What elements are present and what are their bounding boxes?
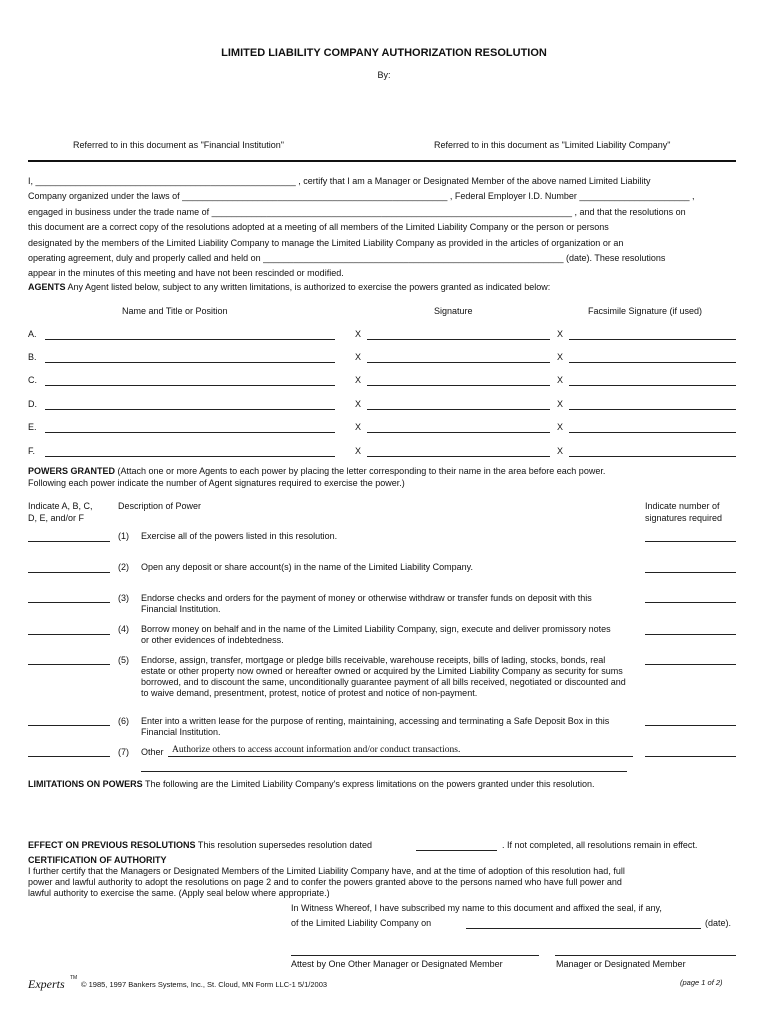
signatures-required-field[interactable] — [645, 541, 736, 542]
power-number: (7) — [118, 747, 129, 757]
copyright-text: © 1985, 1997 Bankers Systems, Inc., St. Cloud, MN Form LLC-1 5/1/2003 — [81, 980, 328, 989]
attest-label: Attest by One Other Manager or Designated Member — [291, 959, 503, 969]
agent-facsimile-field[interactable] — [569, 385, 736, 386]
signature-mark: X — [355, 446, 362, 456]
witness-date-field[interactable] — [466, 928, 701, 929]
limitations-statement — [28, 779, 594, 789]
effect-text-a: This resolution supersedes resolution dated — [197, 840, 372, 850]
certify-line: appear in the minutes of this meeting and have not been rescinded or modified. — [28, 268, 344, 279]
agent-name-field[interactable] — [45, 339, 335, 340]
agent-signature-field[interactable] — [367, 409, 550, 410]
effect-heading: EFFECT ON PREVIOUS RESOLUTIONS — [28, 840, 196, 850]
facsimile-mark: X — [557, 422, 564, 432]
llc-ref: Referred to in this document as "Limited Liability Company" — [434, 140, 671, 150]
power-number: (5) — [118, 655, 129, 665]
other-power-value[interactable]: Authorize others to access account information and/or conduct transactions. — [172, 745, 461, 755]
certify-line: designated by the members of the Limited Liability Company to manage the Limited Liability Company as provided in the articles of organization or an — [28, 237, 624, 248]
agent-letters-field[interactable] — [28, 634, 110, 635]
signature-mark: X — [355, 399, 362, 409]
page-number: (page 1 of 2) — [680, 978, 723, 987]
certify-line: Company organized under the laws of _____________________________________________________ , Federal Employer I.D. Number ______________________ , — [28, 191, 695, 202]
witness-line2b: (date). — [705, 918, 732, 928]
by-label: By: — [377, 70, 391, 80]
signature-mark: X — [355, 375, 362, 385]
signatures-required-field[interactable] — [645, 634, 736, 635]
col-number-line2: signatures required — [645, 513, 723, 523]
agent-facsimile-field[interactable] — [569, 409, 736, 410]
agent-name-field[interactable] — [45, 432, 335, 433]
agent-letter: C. — [28, 375, 37, 385]
certification-heading: CERTIFICATION OF AUTHORITY — [28, 855, 167, 865]
agent-letter: F. — [28, 446, 36, 456]
facsimile-mark: X — [557, 329, 564, 339]
agent-name-field[interactable] — [45, 362, 335, 363]
certification-line2: power and lawful authority to adopt the resolutions on page 2 and to confer the powers granted above to the persons named who have full power and — [28, 877, 622, 887]
limitations-text: The following are the Limited Liability Company's express limitations on the powers granted under this resolution. — [145, 779, 595, 789]
agents-text: Any Agent listed below, subject to any written limitations, is authorized to exercise the powers granted as indicated below: — [67, 282, 551, 292]
signatures-required-field[interactable] — [645, 725, 736, 726]
col-name-title: Name and Title or Position — [122, 306, 228, 316]
agent-name-field[interactable] — [45, 456, 335, 457]
agent-letter: B. — [28, 352, 37, 362]
power-description: Exercise all of the powers listed in this resolution. — [141, 531, 338, 541]
witness-line2a: of the Limited Liability Company on — [291, 918, 432, 928]
power-description: Enter into a written lease for the purpose of renting, maintaining, accessing and terminating a Safe Deposit Box in this Financial Institution. — [141, 716, 610, 737]
trademark-mark: TM — [70, 975, 78, 981]
signature-mark: X — [355, 352, 362, 362]
financial-institution-ref: Referred to in this document as "Financial Institution" — [73, 140, 284, 150]
col-indicate-line2: D, E, and/or F — [28, 513, 85, 523]
powers-intro-line1 — [28, 466, 605, 476]
limitations-heading: LIMITATIONS ON POWERS — [28, 779, 143, 789]
power-number: (3) — [118, 593, 129, 603]
form-title: LIMITED LIABILITY COMPANY AUTHORIZATION RESOLUTION — [221, 47, 547, 59]
agent-signature-field[interactable] — [367, 339, 550, 340]
facsimile-mark: X — [557, 399, 564, 409]
agent-letter: A. — [28, 329, 37, 339]
experts-logo: Experts — [28, 977, 65, 991]
agent-letters-field[interactable] — [28, 572, 110, 573]
certify-line: this document are a correct copy of the resolutions adopted at a meeting of all members of the Limited Liability Company or the person or persons — [28, 222, 609, 233]
signatures-required-field[interactable] — [645, 664, 736, 665]
signature-mark: X — [355, 422, 362, 432]
facsimile-mark: X — [557, 352, 564, 362]
superseded-resolution-date-field[interactable] — [416, 850, 497, 851]
power-description: Endorse checks and orders for the payment of money or otherwise withdraw or transfer funds on deposit with this Financial Institution. — [141, 593, 592, 614]
facsimile-mark: X — [557, 446, 564, 456]
agent-letters-field[interactable] — [28, 664, 110, 665]
col-signature: Signature — [434, 306, 473, 316]
agent-facsimile-field[interactable] — [569, 339, 736, 340]
other-power-line1 — [168, 756, 633, 757]
agent-letters-field[interactable] — [28, 541, 110, 542]
agent-facsimile-field[interactable] — [569, 432, 736, 433]
certify-paragraph — [28, 174, 736, 282]
power-description: Endorse, assign, transfer, mortgage or pledge bills receivable, warehouse receipts, bills of lading, stocks, bonds, real estate or other property now owned or hereafter owned or acquired by the Limited Liability Company as security for sums borrowed, and to discount the same, unconditionally guarantee payment of all bills received, negotiated or discounted and to waive demand, presentment, protest, notice of protest and notice of non-payment. — [141, 655, 626, 698]
powers-heading: POWERS GRANTED — [28, 466, 116, 476]
manager-label: Manager or Designated Member — [556, 959, 686, 969]
agent-letters-field[interactable] — [28, 756, 110, 757]
signatures-required-field[interactable] — [645, 756, 736, 757]
agents-statement — [28, 282, 550, 292]
attest-signature-field[interactable] — [291, 955, 539, 956]
col-description: Description of Power — [118, 501, 202, 511]
power-description: Open any deposit or share account(s) in the name of the Limited Liability Company. — [141, 562, 474, 572]
power-number: (6) — [118, 716, 129, 726]
power-number: (4) — [118, 624, 129, 634]
certification-line3: lawful authority to exercise the same. (Apply seal below where appropriate.) — [28, 888, 330, 898]
col-indicate-line1: Indicate A, B, C, — [28, 501, 93, 511]
agent-name-field[interactable] — [45, 409, 335, 410]
signatures-required-field[interactable] — [645, 572, 736, 573]
agents-heading: AGENTS — [28, 282, 66, 292]
agent-letters-field[interactable] — [28, 725, 110, 726]
agent-letter: E. — [28, 422, 37, 432]
agent-signature-field[interactable] — [367, 432, 550, 433]
certification-line1: I further certify that the Managers or Designated Members of the Limited Liability Company have, and at the time of adoption of this resolution had, full — [28, 866, 625, 876]
certify-line: operating agreement, duly and properly called and held on ____________________________________________________________ (date). These resolutions — [28, 253, 666, 264]
effect-statement — [28, 840, 372, 850]
agent-facsimile-field[interactable] — [569, 456, 736, 457]
col-facsimile: Facsimile Signature (if used) — [588, 306, 703, 316]
signatures-required-field[interactable] — [645, 602, 736, 603]
agent-signature-field[interactable] — [367, 362, 550, 363]
certify-line: engaged in business under the trade name of ________________________________________________________________________ , and that the resolutions on — [28, 206, 686, 217]
agent-signature-field[interactable] — [367, 456, 550, 457]
manager-signature-field[interactable] — [555, 955, 736, 956]
power-number: (2) — [118, 562, 129, 572]
certify-line: I, ____________________________________________________ , certify that I am a Manager or Designated Member of the above named Limited Liability — [28, 176, 651, 186]
agent-letters-field[interactable] — [28, 602, 110, 603]
agent-signature-field[interactable] — [367, 385, 550, 386]
agent-letter: D. — [28, 399, 37, 409]
power-number: (1) — [118, 531, 129, 541]
powers-text1: (Attach one or more Agents to each power by placing the letter corresponding to their name in the area before each power. — [117, 466, 606, 476]
agent-facsimile-field[interactable] — [569, 362, 736, 363]
power-description: Borrow money on behalf and in the name of the Limited Liability Company, sign, execute and deliver promissory notes or other evidences of indebtedness. — [141, 624, 611, 645]
facsimile-mark: X — [557, 375, 564, 385]
other-power-line2[interactable] — [141, 771, 627, 772]
agent-name-field[interactable] — [45, 385, 335, 386]
powers-intro-line2: Following each power indicate the number of Agent signatures required to exercise the power.) — [28, 478, 405, 488]
effect-text-b: . If not completed, all resolutions remain in effect. — [502, 840, 698, 850]
header-divider — [28, 160, 736, 162]
witness-line1: In Witness Whereof, I have subscribed my name to this document and affixed the seal, if any, — [291, 903, 662, 913]
signature-mark: X — [355, 329, 362, 339]
col-number-line1: Indicate number of — [645, 501, 720, 511]
other-label: Other — [141, 747, 164, 757]
